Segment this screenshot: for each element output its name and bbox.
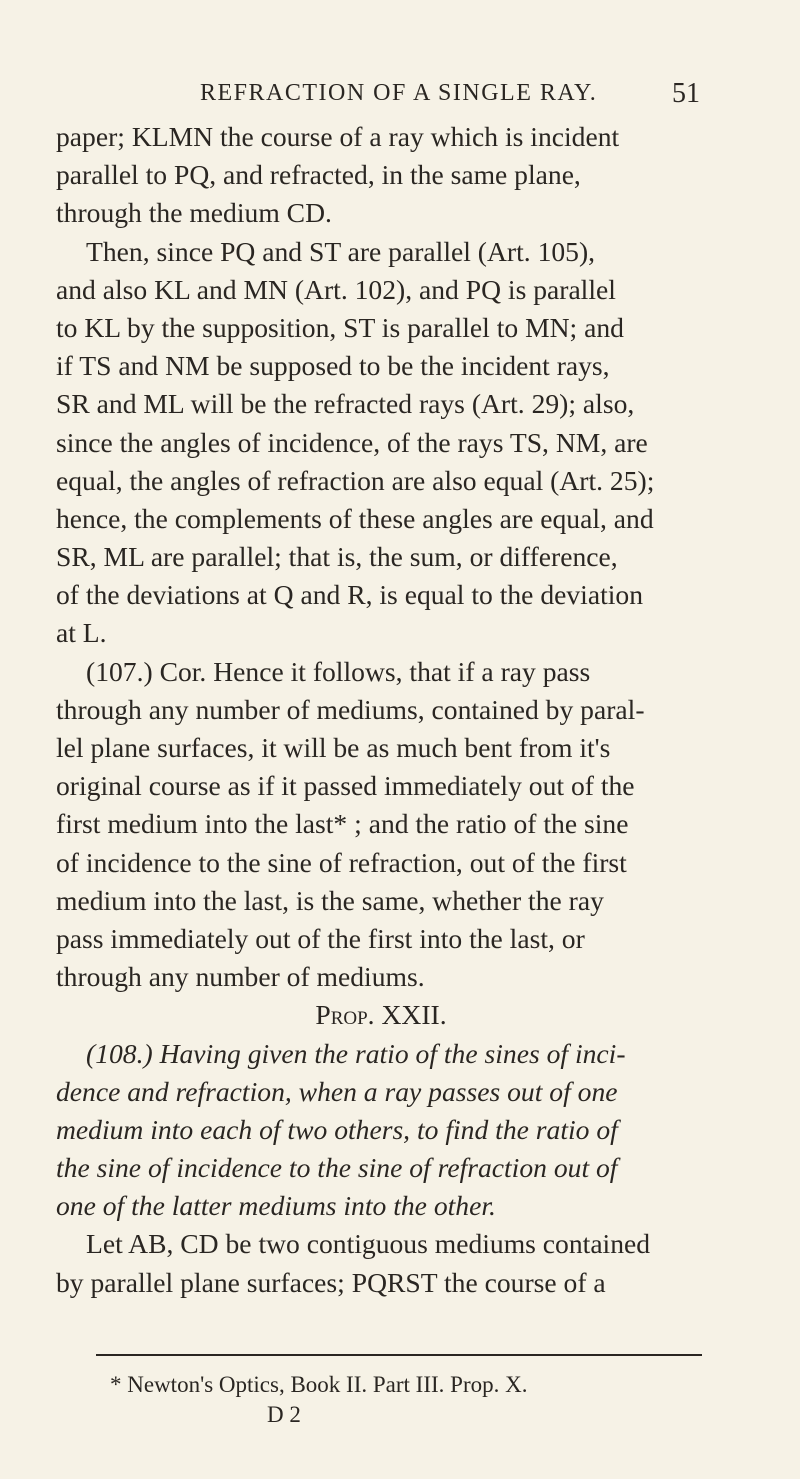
text-line: Then, since PQ and ST are parallel (Art. 105), — [86, 235, 596, 267]
text-line: SR and ML will be the refracted rays (Art. 29); also, — [56, 388, 635, 420]
signature-mark: D 2 — [267, 1402, 301, 1427]
text-line: through the medium CD. — [56, 197, 332, 229]
proposition-statement-line: one of the latter mediums into the other. — [56, 1190, 496, 1222]
text-line: lel plane surfaces, it will be as much bent from it's — [56, 732, 611, 763]
text-line: to KL by the supposition, ST is parallel to MN; and — [56, 311, 624, 343]
body-text — [56, 118, 706, 1302]
text-line: through any number of mediums, contained by paral- — [56, 693, 645, 725]
page-number: 51 — [672, 78, 700, 109]
text-line: Let AB, CD be two contiguous mediums contained — [86, 1228, 651, 1260]
text-line: and also KL and MN (Art. 102), and PQ is parallel — [56, 273, 616, 305]
corollary-heading-line: (107.) Cor. Hence it follows, that if a ray pass — [86, 655, 591, 687]
proposition-heading: Prop. XXII. — [315, 999, 447, 1031]
text-line: at L. — [56, 617, 107, 649]
text-line: first medium into the last* ; and the ratio of the sine — [56, 808, 629, 840]
text-line: since the angles of incidence, of the rays TS, NM, are — [56, 426, 648, 458]
text-line: if TS and NM be supposed to be the incident rays, — [56, 350, 610, 382]
text-line: pass immediately out of the first into the last, or — [56, 922, 585, 954]
footnote-rule — [96, 1354, 702, 1356]
text-line: paper; KLMN the course of a ray which is incident — [56, 121, 620, 152]
text-line: of incidence to the sine of refraction, out of the first — [56, 846, 627, 878]
running-head: REFRACTION OF A SINGLE RAY. — [200, 80, 598, 106]
footnote: * Newton's Optics, Book II. Part III. Prop. X. — [110, 1372, 528, 1397]
proposition-statement-line: the sine of incidence to the sine of refraction out of — [56, 1152, 618, 1184]
proposition-statement-line: medium into each of two others, to find the ratio of — [56, 1113, 618, 1145]
page-header — [0, 80, 800, 120]
text-line: original course as if it passed immediately out of the — [56, 770, 635, 802]
text-line: through any number of mediums. — [56, 961, 425, 993]
text-line: medium into the last, is the same, whether the ray — [56, 884, 604, 916]
text-line: SR, ML are parallel; that is, the sum, or difference, — [56, 541, 618, 573]
proposition-statement-line: (108.) Having given the ratio of the sines of inci- — [86, 1037, 626, 1069]
text-line: hence, the complements of these angles are equal, and — [56, 502, 654, 534]
text-line: by parallel plane surfaces; PQRST the course of a — [56, 1266, 606, 1298]
text-line: parallel to PQ, and refracted, in the same plane, — [56, 159, 581, 191]
text-line: equal, the angles of refraction are also equal (Art. 25); — [56, 464, 655, 496]
text-line: of the deviations at Q and R, is equal to the deviation — [56, 579, 644, 611]
proposition-statement-line: dence and refraction, when a ray passes out of one — [56, 1075, 618, 1107]
